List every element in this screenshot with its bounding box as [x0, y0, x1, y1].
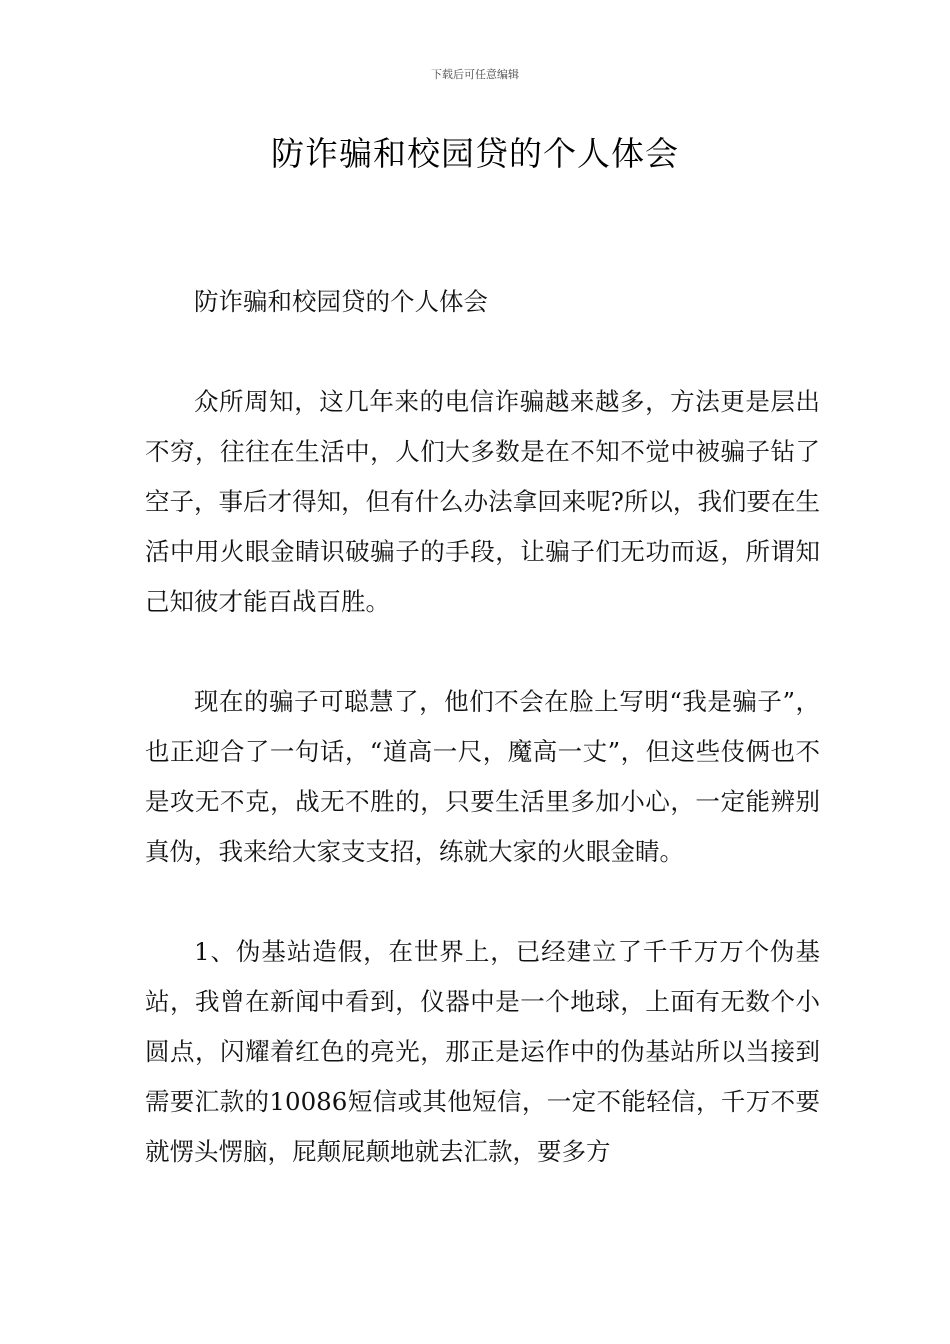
- header-note: 下载后可任意编辑: [431, 68, 519, 81]
- document-body: [145, 277, 820, 1177]
- body-paragraph-2: 现在的骗子可聪慧了，他们不会在脸上写明“我是骗子”，也正迎合了一句话，“道高一尺，魔高一丈”，但这些伎俩也不是攻无不克，战无不胜的，只要生活里多加小心，一定能辨别真伪，我来给大家支支招，练就大家的火眼金睛。: [145, 687, 820, 866]
- body-paragraph-1: 众所周知，这几年来的电信诈骗越来越多，方法更是层出不穷，往往在生活中，人们大多数是在不知不觉中被骗子钻了空子，事后才得知，但有什么办法拿回来呢?所以，我们要在生活中用火眼金睛识破骗子的手段，让骗子们无功而返，所谓知己知彼才能百战百胜。: [145, 387, 820, 616]
- subtitle-paragraph: 防诈骗和校园贷的个人体会: [194, 287, 488, 316]
- document-title: 防诈骗和校园贷的个人体会: [271, 134, 679, 173]
- body-paragraph-3: 1、伪基站造假，在世界上，已经建立了千千万万个伪基站，我曾在新闻中看到，仪器中是一个地球，上面有无数个小圆点，闪耀着红色的亮光，那正是运作中的伪基站所以当接到需要汇款的10086短信或其他短信，一定不能轻信，千万不要就愣头愣脑，屁颠屁颠地就去汇款，要多方: [145, 937, 820, 1166]
